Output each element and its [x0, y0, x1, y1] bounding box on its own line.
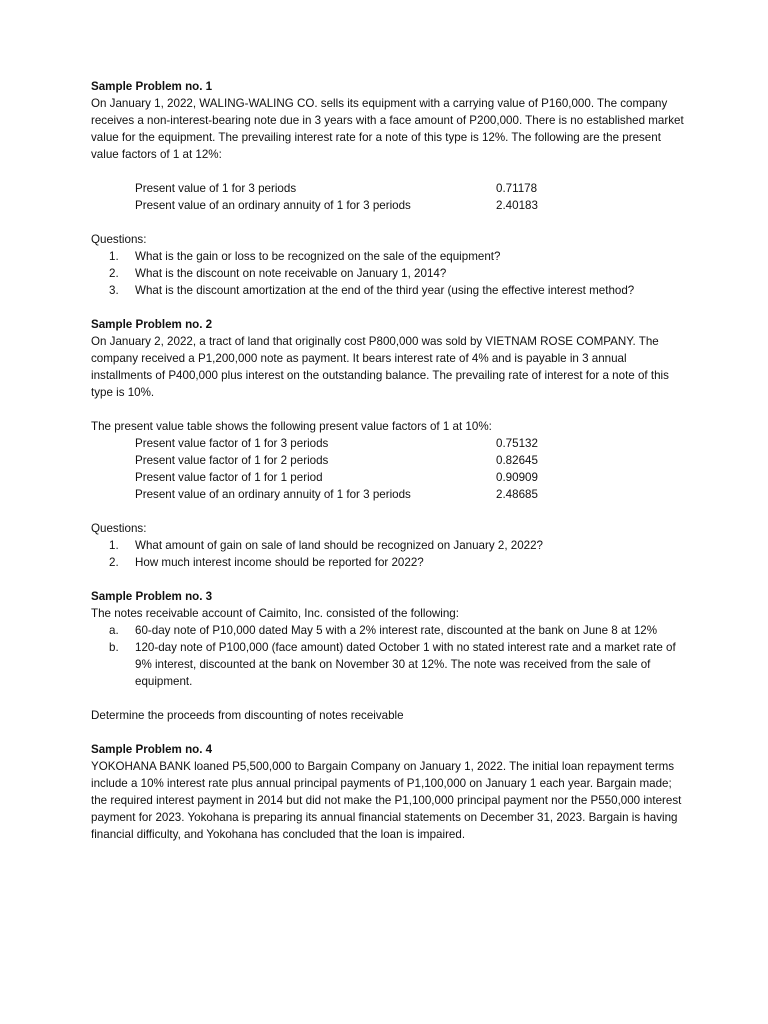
question-list — [91, 248, 685, 299]
problem-1-title: Sample Problem no. 1 — [91, 80, 213, 93]
problem-3-intro: The notes receivable account of Caimito, Inc. consisted of the following: — [91, 607, 459, 620]
problem-4-body: YOKOHANA BANK loaned P5,500,000 to Bargain Company on January 1, 2022. The initial loan repayment terms include a 10% interest rate plus annual principal payments of P1,100,000 on January 1 each year. Bargain made; the required interest payment in 2014 but did not make the P1,100,000 principal payment nor the P550,000 interest payment for 2023. Yokohana is preparing its annual financial statements on December 31, 2023. Bargain is having financial difficulty, and Yokohana has concluded that the loan is impaired. — [91, 760, 682, 841]
list-item — [91, 554, 685, 571]
pv-factor-label: Present value factor of 1 for 2 periods — [135, 454, 329, 467]
pv-factor-label: Present value of an ordinary annuity of 1 for 3 periods — [135, 199, 411, 212]
pv-factor-label: Present value factor of 1 for 1 period — [135, 471, 323, 484]
list-marker: 1. — [109, 539, 119, 552]
list-item — [91, 282, 685, 299]
list-marker: 1. — [109, 250, 119, 263]
problem-4-title: Sample Problem no. 4 — [91, 743, 213, 756]
list-marker: 2. — [109, 267, 119, 280]
question-list — [91, 537, 685, 571]
problem-3-title: Sample Problem no. 3 — [91, 590, 213, 603]
list-text: What is the discount amortization at the end of the third year (using the effective interest method? — [135, 284, 635, 297]
pv-factor-value: 0.75132 — [496, 437, 538, 450]
list-marker: a. — [109, 624, 119, 637]
list-text: 60-day note of P10,000 dated May 5 with a 2% interest rate, discounted at the bank on June 8 at 12% — [135, 624, 658, 637]
pv-factor-label: Present value of 1 for 3 periods — [135, 182, 297, 195]
problem-2-body: On January 2, 2022, a tract of land that originally cost P800,000 was sold by VIETNAM ROSE COMPANY. The company received a P1,200,000 note as payment. It bears interest rate of 4% and is payable in 3 annual installments of P400,000 plus interest on the outstanding balance. The prevailing rate of interest for a note of this type is 10%. — [91, 335, 669, 399]
pv-factor-value: 0.90909 — [496, 471, 538, 484]
pv-factor-label: Present value of an ordinary annuity of 1 for 3 periods — [135, 488, 411, 501]
table-intro: The present value table shows the following present value factors of 1 at 10%: — [91, 420, 492, 433]
list-text: What is the discount on note receivable on January 1, 2014? — [135, 267, 447, 280]
problem-1-body: On January 1, 2022, WALING-WALING CO. sells its equipment with a carrying value of P160,000. The company receives a non-interest-bearing note due in 3 years with a face amount of P200,000. There is no established market value for the equipment. The prevailing interest rate for a note of this type is 12%. The following are the present value factors of 1 at 12%: — [91, 97, 684, 161]
pv-factor-row — [91, 452, 685, 469]
questions-label: Questions: — [91, 522, 147, 535]
pv-factor-value: 2.48685 — [496, 488, 538, 501]
list-text: What amount of gain on sale of land should be recognized on January 2, 2022? — [135, 539, 543, 552]
list-item — [91, 248, 685, 265]
list-item — [91, 265, 685, 282]
list-marker: 2. — [109, 556, 119, 569]
list-marker: b. — [109, 641, 119, 654]
pv-factor-value: 0.71178 — [496, 182, 538, 195]
list-item — [91, 537, 685, 554]
list-text: What is the gain or loss to be recognized on the sale of the equipment? — [135, 250, 501, 263]
list-text: How much interest income should be reported for 2022? — [135, 556, 424, 569]
pv-factor-row — [91, 435, 685, 452]
list-item — [91, 639, 685, 690]
pv-factor-row — [91, 197, 685, 214]
problem-2-title: Sample Problem no. 2 — [91, 318, 213, 331]
pv-factor-label: Present value factor of 1 for 3 periods — [135, 437, 329, 450]
list-item — [91, 622, 685, 639]
pv-factor-value: 2.40183 — [496, 199, 538, 212]
pv-factor-row — [91, 486, 685, 503]
questions-label: Questions: — [91, 233, 147, 246]
document-content — [91, 78, 685, 843]
pv-factor-row — [91, 469, 685, 486]
pv-factor-value: 0.82645 — [496, 454, 538, 467]
list-text: 120-day note of P100,000 (face amount) dated October 1 with no stated interest rate and a market rate of 9% interest, discounted at the bank on November 30 at 12%. The note was received from the sale of equipment. — [135, 641, 676, 688]
notes-list — [91, 622, 685, 690]
problem-3-instruction: Determine the proceeds from discounting of notes receivable — [91, 709, 404, 722]
pv-factor-row — [91, 180, 685, 197]
list-marker: 3. — [109, 284, 119, 297]
